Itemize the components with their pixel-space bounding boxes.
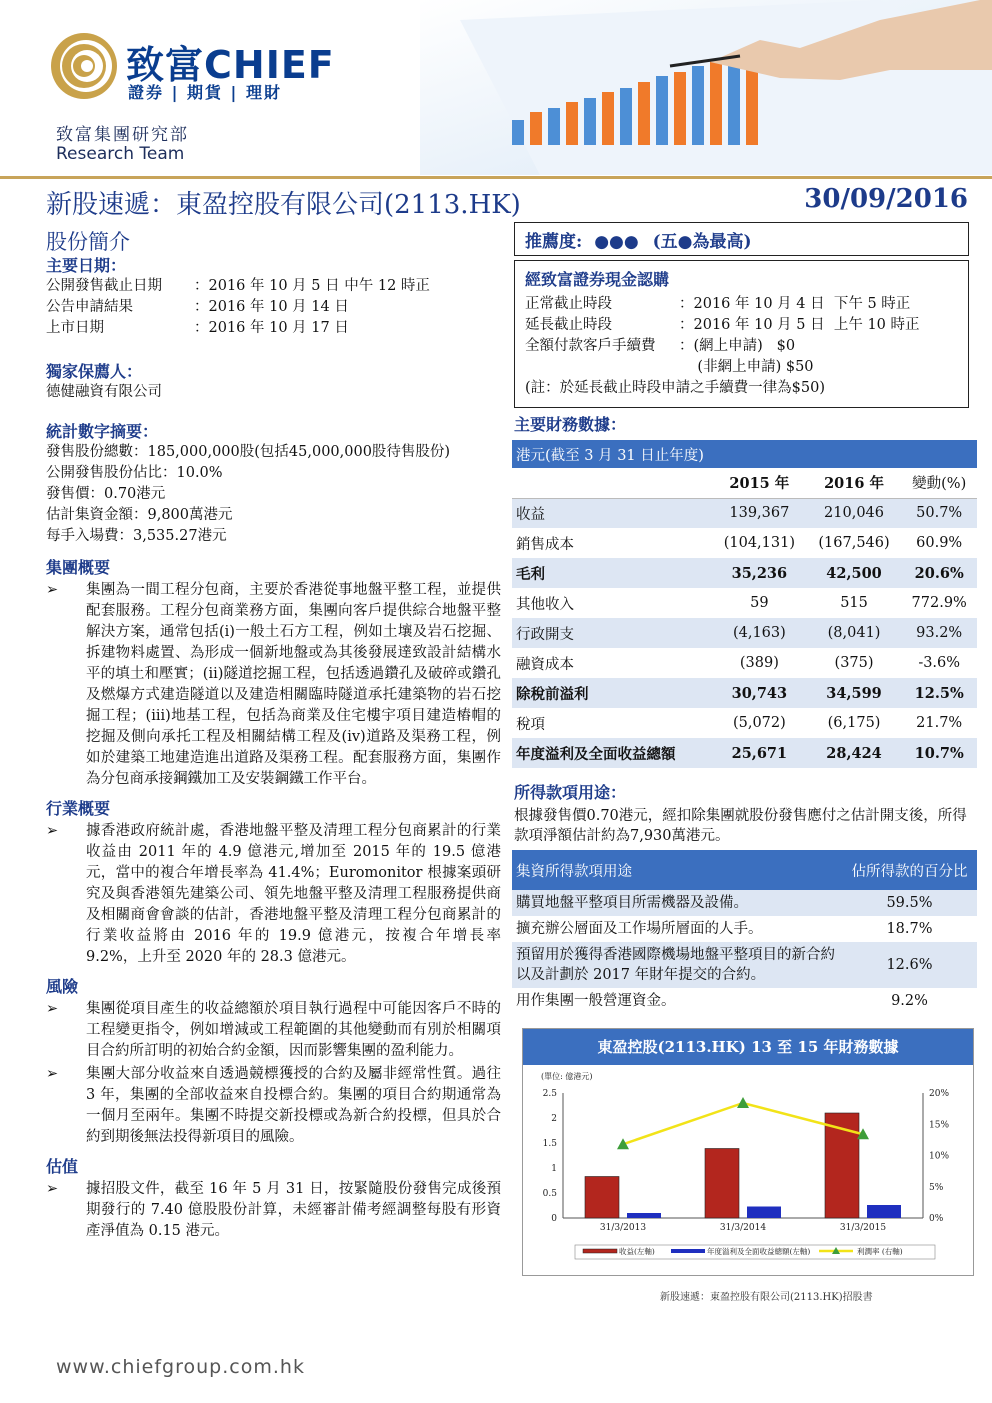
row-value: 25,671 <box>712 738 807 768</box>
row-value: 93.2% <box>901 618 977 648</box>
x-tick-label: 31/3/2015 <box>839 1223 887 1233</box>
logo-name: 致富CHIEF <box>126 43 335 87</box>
date-label: 公開發售截止日期 <box>46 278 162 294</box>
row-value: 139,367 <box>712 498 807 528</box>
cash-label: 全額付款客戶手續費 <box>525 338 656 354</box>
x-tick-label: 31/3/2014 <box>719 1223 767 1233</box>
bullet-item <box>46 821 501 968</box>
bullet-arrow-icon: ➢ <box>46 1001 59 1017</box>
stat-item: 發售價：0.70港元 <box>46 486 166 502</box>
section-heading: 集團概要 <box>46 558 111 577</box>
row-value: (5,072) <box>732 715 786 731</box>
table-header-cell <box>512 468 712 498</box>
proceeds-use: 用作集團一般營運資金。 <box>516 993 676 1009</box>
report-date: 30/09/2016 <box>804 184 968 214</box>
financial-chart <box>522 1028 974 1276</box>
row-value: 20.6% <box>901 558 977 588</box>
bar-profit <box>747 1207 781 1219</box>
table-header-bar <box>512 440 977 468</box>
recommendation-label: 推薦度: <box>525 232 583 252</box>
sponsor-heading: 獨家保薦人： <box>46 362 143 381</box>
row-value: 28,424 <box>807 738 902 768</box>
bullet-arrow-icon: ➢ <box>46 823 59 839</box>
row-value: (6,175) <box>827 715 881 731</box>
cash-value: (非網上申請) $50 <box>679 359 814 375</box>
row-label: 融資成本 <box>516 656 574 673</box>
proceeds-row <box>512 916 977 942</box>
date-row <box>46 297 501 318</box>
row-label: 稅項 <box>516 716 545 733</box>
bullet-text: 集團大部分收益來自透過競標獲授的合約及屬非經常性質。過往 3 年，集團的全部收益來自投標合約。集團的項目合約期通常為一個月至兩年。集團不時提交新投標或為新合約投標，但具於合約到期後無法投得新項目的風險。 <box>86 1066 501 1145</box>
row-label: 收益 <box>512 498 712 528</box>
section-heading: 行業概要 <box>46 799 111 818</box>
row-value: 50.7% <box>901 498 977 528</box>
cash-subscription-box <box>514 260 969 408</box>
bar-revenue <box>705 1149 739 1219</box>
y-tick-label: 2.5 <box>542 1089 557 1099</box>
row-value: (104,131) <box>723 535 795 551</box>
logo-swirl-icon <box>48 30 120 102</box>
row-value: (167,546) <box>818 535 890 551</box>
row-value: 59 <box>750 595 769 611</box>
table-row <box>512 648 977 678</box>
bullet-item <box>46 1064 501 1148</box>
proceeds-col-use: 集資所得款項用途 <box>512 850 842 890</box>
stat-item: 估計集資金額：9,800萬港元 <box>46 507 233 523</box>
y2-tick-label: 5% <box>929 1182 944 1193</box>
date-label: 上市日期 <box>46 320 104 336</box>
table-header-cell: 2015 年 <box>712 468 807 498</box>
cash-label: 延長截止時段 <box>525 317 612 333</box>
proceeds-table <box>512 850 977 1014</box>
cash-row <box>525 357 958 378</box>
date-label: 公告申請結果 <box>46 299 133 315</box>
proceeds-use: 購買地盤平整項目所需機器及設備。 <box>512 890 842 916</box>
table-row <box>512 678 977 708</box>
chart-title: 東盈控股(2113.HK) 13 至 15 年財務數據 <box>523 1029 973 1065</box>
bullet-text: 集團為一間工程分包商，主要於香港從事地盤平整工程，並提供配套服務。工程分包商業務方面，集團向客戶提供綜合地盤平整解決方案，通常包括(i)一般土石方工程，例如土壤及岩石挖掘、拆建物料處置、為形成一個新地盤或為其後發展達致設計結構水平的填土和壓實；(ii)隧道挖掘工程，包括透過鑽孔及破碎或鑽孔及燃爆方式建造隧道以及建造相關臨時隧道承托建築物的岩石挖掘工程；(iii)地基工程，包括為商業及住宅樓宇項目建造樁帽的挖掘及側向承托工程及相關結構工程及(iv)道路及渠務工程，例如於建築工地建造進出道路及渠務工程。配套服務方面，集團作為分包商承接鋼鐵加工及安裝鋼鐵工作平台。 <box>86 582 501 787</box>
cash-heading: 經致富證券現金認購 <box>525 270 670 289</box>
y-tick-label: 0 <box>551 1214 557 1224</box>
y-tick-label: 0.5 <box>542 1189 557 1199</box>
proceeds-col-pct: 佔所得款的百分比 <box>842 850 977 890</box>
row-value: 34,599 <box>807 678 902 708</box>
proceeds-row <box>512 988 977 1014</box>
dates-heading: 主要日期： <box>46 256 127 275</box>
legend-swatch <box>671 1249 705 1253</box>
y2-tick-label: 15% <box>929 1120 950 1131</box>
stat-item: 每手入場費：3,535.27港元 <box>46 528 227 544</box>
bullet-item <box>46 580 501 790</box>
cash-label <box>525 357 679 378</box>
financials-table <box>512 440 977 768</box>
company-logo <box>48 30 378 110</box>
date-value: ：2016 年 10 月 17 日 <box>194 320 349 336</box>
table-row <box>512 588 977 618</box>
row-value: (4,163) <box>712 618 807 648</box>
stat-item: 發售股份總數：185,000,000股(包括45,000,000股待售股份) <box>46 444 451 460</box>
y2-tick-label: 0% <box>929 1214 944 1224</box>
overview-heading: 股份簡介 <box>46 230 130 254</box>
header-banner-image <box>420 0 992 175</box>
row-value: (389) <box>739 655 779 671</box>
proceeds-row <box>512 890 977 916</box>
left-column <box>46 232 501 1242</box>
y-tick-label: 2 <box>551 1114 557 1124</box>
row-value: (8,041) <box>807 618 902 648</box>
proceeds-row <box>512 942 977 988</box>
stat-item: 公開發售股份佔比：10.0% <box>46 465 223 481</box>
proceeds-pct: 9.2% <box>891 993 928 1009</box>
table-row <box>512 618 977 648</box>
proceeds-use: 擴充辦公層面及工作場所層面的人手。 <box>516 921 763 937</box>
y-tick-label: 1 <box>551 1164 557 1174</box>
cash-row <box>525 336 958 357</box>
row-label: 其他收入 <box>516 596 574 613</box>
bullet-text: 集團從項目產生的收益總額於項目執行過程中可能因客戶不時的工程變更指令，例如增減或工程範圍的其他變動而有別於相關項目合約所訂明的初始合約金額，因而影響集團的盈利能力。 <box>86 1001 501 1059</box>
y2-tick-label: 10% <box>929 1151 950 1162</box>
row-value: 10.7% <box>901 738 977 768</box>
row-label: 除稅前溢利 <box>512 678 712 708</box>
key-dates-list <box>46 276 501 339</box>
table-row <box>512 498 977 528</box>
header-divider <box>0 176 992 179</box>
bar-profit <box>867 1205 901 1218</box>
legend-swatch <box>583 1249 617 1253</box>
stats-list <box>46 442 501 547</box>
section-heading: 估值 <box>46 1157 79 1176</box>
sections <box>46 557 501 1242</box>
row-value: 42,500 <box>807 558 902 588</box>
table-row <box>512 558 977 588</box>
chart-source: 新股速遞：東盈控股有限公司(2113.HK)招股書 <box>660 1292 873 1303</box>
table-row <box>512 708 977 738</box>
bullet-item <box>46 999 501 1062</box>
row-value: 210,046 <box>807 498 902 528</box>
row-value: -3.6% <box>918 655 961 671</box>
table-header-row <box>512 468 977 498</box>
row-value: (375) <box>834 655 874 671</box>
page-title: 新股速遞：東盈控股有限公司(2113.HK) <box>46 190 521 220</box>
stats-heading: 統計數字摘要： <box>46 422 159 441</box>
bullet-item <box>46 1179 501 1242</box>
bullet-arrow-icon: ➢ <box>46 1181 59 1197</box>
proceeds-text: 根據發售價0.70港元，經扣除集團就股份發售應付之估計開支後，所得款項淨額估計約為7,930萬港元。 <box>514 808 967 844</box>
bullet-text: 據招股文件，截至 16 年 5 月 31 日，按緊隨股份發售完成後預期發行的 7.40 億股股份計算，未經審計備考經調整每股有形資產淨值為 0.15 港元。 <box>86 1181 501 1239</box>
chart-svg <box>523 1065 973 1275</box>
y-tick-label: 1.5 <box>542 1139 557 1149</box>
bullet-arrow-icon: ➢ <box>46 582 59 598</box>
date-row <box>46 276 501 297</box>
sponsor-name: 德健融資有限公司 <box>46 384 162 400</box>
row-value: 21.7% <box>916 715 963 731</box>
table-row <box>512 528 977 558</box>
proceeds-heading: 所得款項用途： <box>514 783 627 802</box>
cash-value: ：2016 年 10 月 5 日 上午 10 時正 <box>679 317 920 333</box>
legend-label: 收益(左軸) <box>619 1247 655 1256</box>
legend-label: 利潤率 (右軸) <box>857 1247 903 1256</box>
row-label: 毛利 <box>512 558 712 588</box>
financials-heading: 主要財務數據： <box>514 415 627 434</box>
table-header-cell: 變動(%) <box>901 468 977 498</box>
table-row <box>512 738 977 768</box>
department-en: Research Team <box>56 144 185 164</box>
department-cn: 致富集團研究部 <box>56 125 189 145</box>
bar-revenue <box>585 1177 619 1219</box>
y2-tick-label: 20% <box>929 1089 950 1099</box>
margin-point <box>737 1097 749 1108</box>
row-value: 772.9% <box>911 595 967 611</box>
table-header-cell: 2016 年 <box>807 468 902 498</box>
cash-label: 正常截止時段 <box>525 296 612 312</box>
row-label: 銷售成本 <box>516 536 574 553</box>
footer-url[interactable]: www.chiefgroup.com.hk <box>56 1356 305 1378</box>
row-label: 行政開支 <box>512 618 712 648</box>
row-value: 12.5% <box>901 678 977 708</box>
row-value: 515 <box>840 595 868 611</box>
date-value: ：2016 年 10 月 5 日 中午 12 時正 <box>194 278 430 294</box>
bar-profit <box>627 1213 661 1218</box>
cash-value: ：(網上申請) $0 <box>679 338 796 354</box>
cash-rows <box>525 294 958 378</box>
recommendation-box <box>514 222 969 256</box>
proceeds-pct: 59.5% <box>842 890 977 916</box>
row-value: 30,743 <box>712 678 807 708</box>
bullet-text: 據香港政府統計處，香港地盤平整及清理工程分包商累計的行業收益由 2011 年的 4.9 億港元,增加至 2015 年的 19.5 億港元，當中的複合年增長率為 41.4%；Euromonitor 根據案頭研究及與香港領先建築公司、領先地盤平整及清理工程服務提供商及相關商會會談的估計，香港地盤平整及清理工程分包商累計的行業收益將由 2016 年的 19.9 億港元，按複合年增長率 9.2%，上升至 2020 年的 28.3 億港元。 <box>86 823 501 965</box>
legend-label: 年度溢利及全面收益總額(左軸) <box>707 1247 811 1256</box>
row-value: 60.9% <box>916 535 963 551</box>
row-value: 35,236 <box>712 558 807 588</box>
recommendation-dots: ●●● <box>594 232 639 252</box>
date-value: ：2016 年 10 月 14 日 <box>194 299 349 315</box>
x-tick-label: 31/3/2013 <box>599 1223 647 1233</box>
bullet-arrow-icon: ➢ <box>46 1066 59 1082</box>
section-heading: 風險 <box>46 977 79 996</box>
date-row <box>46 318 501 339</box>
row-label: 年度溢利及全面收益總額 <box>512 738 712 768</box>
chart-unit-label: (單位: 億港元) <box>541 1072 593 1081</box>
cash-row <box>525 315 958 336</box>
proceeds-use: 預留用於獲得香港國際機場地盤平整項目的新合約以及計劃於 2017 年財年提交的合約。 <box>512 942 842 988</box>
table-unit: 港元(截至 3 月 31 日止年度) <box>512 440 977 468</box>
cash-value: ：2016 年 10 月 4 日 下午 5 時正 <box>679 296 911 312</box>
proceeds-pct: 12.6% <box>842 942 977 988</box>
logo-subtitle: 證券 | 期貨 | 理財 <box>128 83 282 102</box>
cash-row <box>525 294 958 315</box>
recommendation-note: (五●為最高) <box>652 232 752 252</box>
proceeds-pct: 18.7% <box>886 921 933 937</box>
proceeds-header-row <box>512 850 977 890</box>
cash-note: (註：於延長截止時段申請之手續費一律為$50) <box>525 380 825 396</box>
